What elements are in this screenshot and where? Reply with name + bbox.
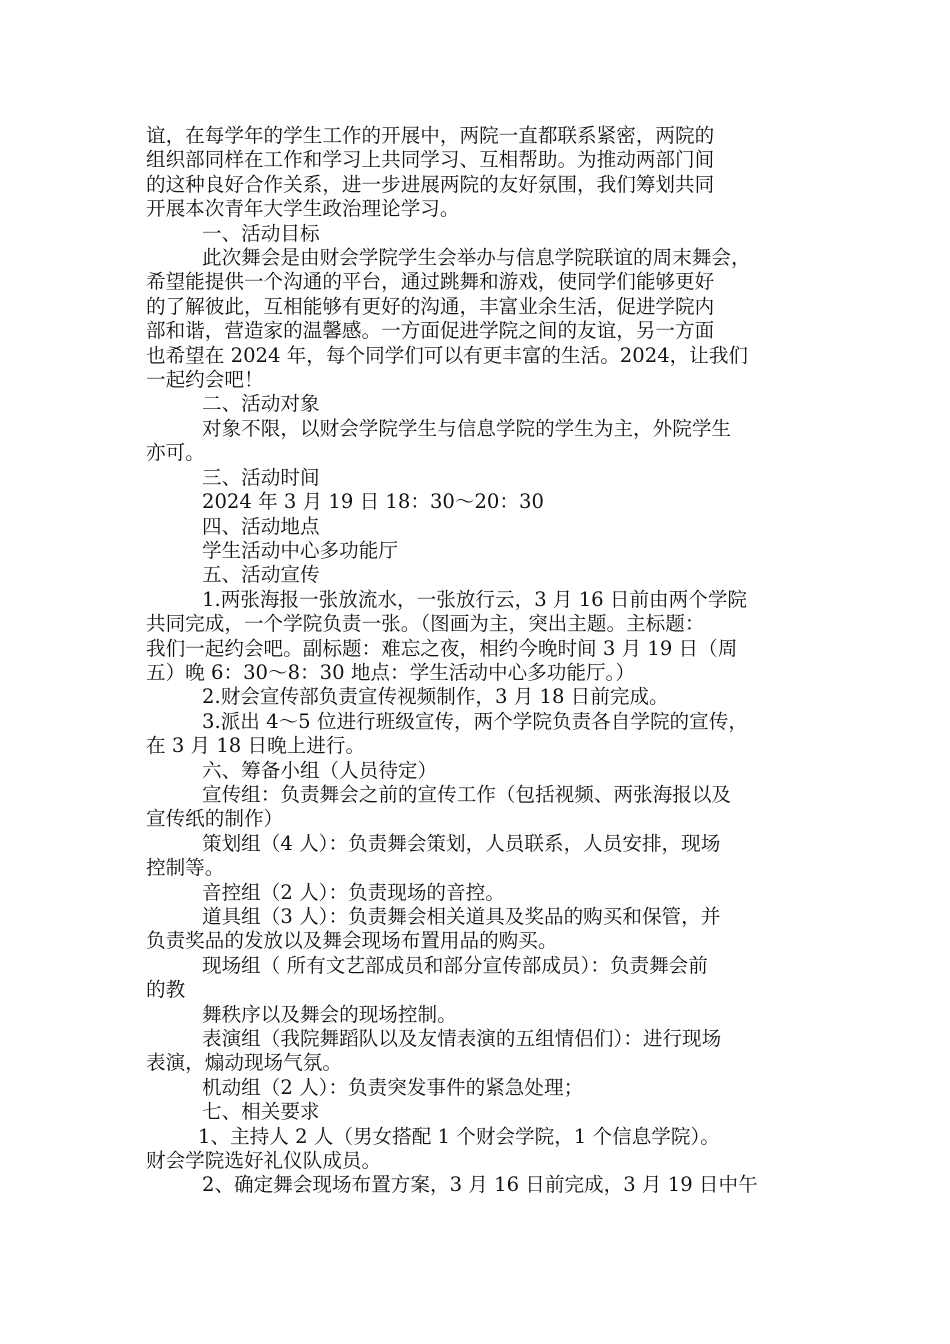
section-heading-requirements: 七、相关要求	[202, 1100, 320, 1124]
paragraph-line: 表演，煽动现场气氛。	[146, 1051, 342, 1075]
section-heading-location: 四、活动地点	[202, 514, 320, 538]
paragraph-line: 音控组（2 人）：负责现场的音控。	[202, 880, 505, 904]
paragraph-line: 一起约会吧！	[146, 368, 264, 392]
paragraph-line: 舞秩序以及舞会的现场控制。	[202, 1002, 457, 1026]
paragraph-line: 宣传纸的制作）	[146, 807, 284, 831]
paragraph-line: 宣传组：负责舞会之前的宣传工作（包括视频、两张海报以及	[202, 782, 732, 806]
paragraph-line: 的了解彼此，互相能够有更好的沟通，丰富业余生活，促进学院内	[146, 294, 715, 318]
event-location: 学生活动中心多功能厅	[202, 538, 398, 562]
section-heading-audience: 二、活动对象	[202, 392, 320, 416]
paragraph-line: 在 3 月 18 日晚上进行。	[146, 734, 366, 758]
paragraph-line: 希望能提供一个沟通的平台，通过跳舞和游戏，使同学们能够更好	[146, 270, 715, 294]
paragraph-line: 此次舞会是由财会学院学生会举办与信息学院联谊的周末舞会，	[202, 246, 751, 270]
paragraph-line: 负责奖品的发放以及舞会现场布置用品的购买。	[146, 929, 558, 953]
section-heading-time: 三、活动时间	[202, 465, 320, 489]
section-heading-promotion: 五、活动宣传	[202, 563, 320, 587]
paragraph-line: 亦可。	[146, 441, 205, 465]
paragraph-line: 共同完成，一个学院负责一张。（图画为主，突出主题。主标题：	[146, 612, 705, 636]
paragraph-line: 2、确定舞会现场布置方案，3 月 16 日前完成，3 月 19 日中午	[202, 1173, 758, 1197]
paragraph-line: 开展本次青年大学生政治理论学习。	[146, 197, 460, 221]
paragraph-line: 表演组（我院舞蹈队以及友情表演的五组情侣们）：进行现场	[202, 1027, 722, 1051]
paragraph-line: 财会学院选好礼仪队成员。	[146, 1149, 382, 1173]
paragraph-line: 控制等。	[146, 856, 225, 880]
section-heading-team: 六、筹备小组（人员待定）	[202, 758, 438, 782]
paragraph-line: 3.派出 4～5 位进行班级宣传，两个学院负责各自学院的宣传，	[202, 709, 748, 733]
paragraph-line: 组织部同样在工作和学习上共同学习、互相帮助。为推动两部门间	[146, 148, 715, 172]
paragraph-line: 我们一起约会吧。副标题：难忘之夜，相约今晚时间 3 月 19 日（周	[146, 636, 738, 660]
paragraph-line: 策划组（4 人）：负责舞会策划，人员联系，人员安排，现场	[202, 831, 721, 855]
paragraph-line: 部和谐，营造家的温馨感。一方面促进学院之间的友谊，另一方面	[146, 319, 715, 343]
document-body	[146, 124, 828, 1198]
section-heading-goal: 一、活动目标	[202, 221, 320, 245]
paragraph-line: 五）晚 6：30～8：30 地点：学生活动中心多功能厅。）	[146, 660, 635, 684]
paragraph-line: 也希望在 2024 年，每个同学们可以有更丰富的生活。2024，让我们	[146, 343, 749, 367]
paragraph-line: 1.两张海报一张放流水，一张放行云，3 月 16 日前由两个学院	[202, 587, 748, 611]
paragraph-line: 对象不限，以财会学院学生与信息学院的学生为主，外院学生	[202, 416, 732, 440]
paragraph-line: 的这种良好合作关系，进一步进展两院的友好氛围，我们筹划共同	[146, 172, 715, 196]
paragraph-line: 机动组（2 人）：负责突发事件的紧急处理；	[202, 1075, 584, 1099]
paragraph-line: 道具组（3 人）：负责舞会相关道具及奖品的购买和保管，并	[202, 905, 721, 928]
event-time: 2024 年 3 月 19 日 18：30～20：30	[202, 490, 544, 514]
paragraph-line: 谊，在每学年的学生工作的开展中，两院一直都联系紧密，两院的	[146, 124, 715, 147]
paragraph-line: 1、主持人 2 人（男女搭配 1 个财会学院，1 个信息学院）。	[198, 1124, 720, 1148]
paragraph-line: 2.财会宣传部负责宣传视频制作，3 月 18 日前完成。	[202, 685, 669, 709]
paragraph-line: 现场组（ 所有文艺部成员和部分宣传部成员）：负责舞会前	[202, 953, 708, 977]
paragraph-line: 的教	[146, 978, 186, 1002]
